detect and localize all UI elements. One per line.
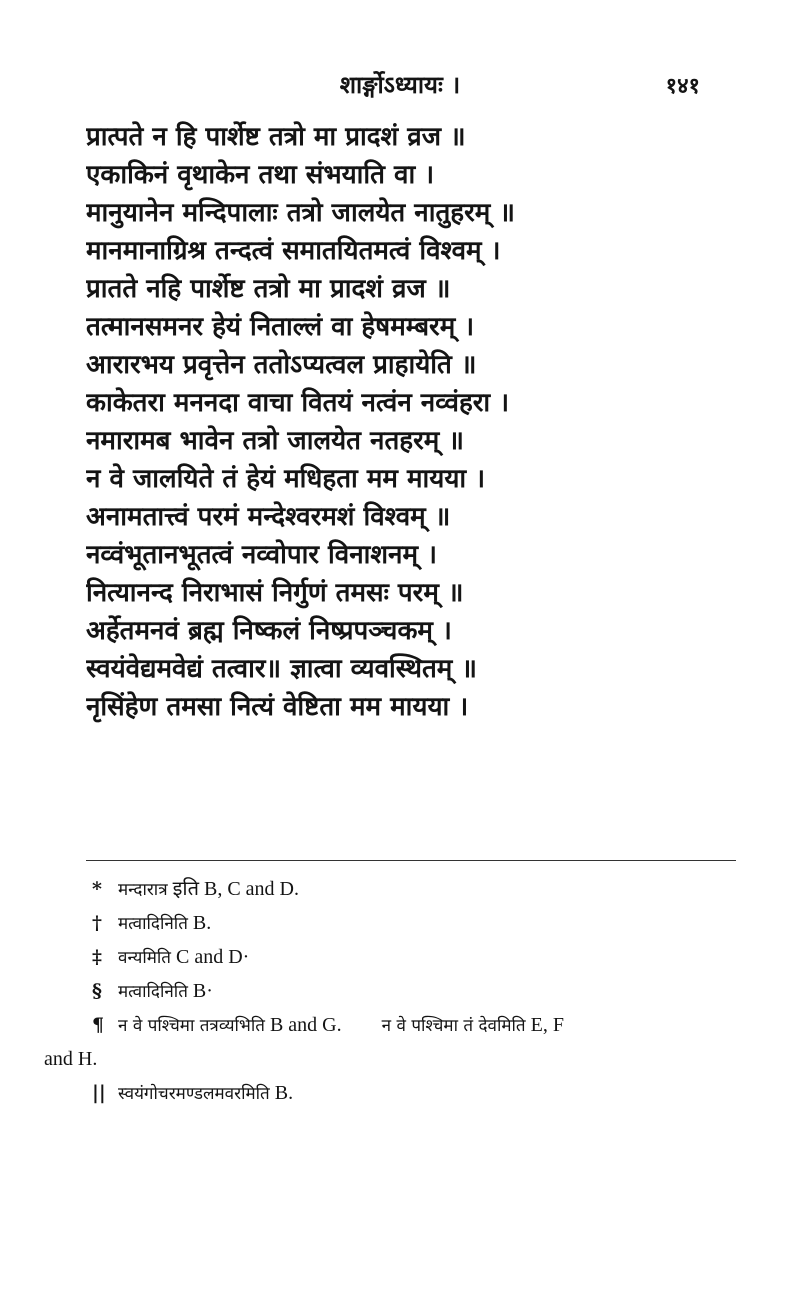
footnote-text: स्वयंगोचरमण्डलमवरमिति (118, 1084, 270, 1104)
footnote-text: न वे पश्चिमा तं देवमिति (381, 1016, 526, 1036)
footnote (92, 940, 782, 974)
footnote-mark: † (92, 912, 102, 934)
footnote-divider (86, 860, 736, 861)
verse-line: मानुयानेन मन्दिपालाः तत्रो जालयेत नातुहरम् ॥ (86, 198, 515, 228)
verse-line: अर्हेतमनवं ब्रह्म निष्कलं निष्प्रपञ्चकम् । (86, 616, 452, 646)
verse-line: नव्वंभूतानभूतत्वं नव्वोपार विनाशनम् । (86, 540, 437, 570)
footnote-text: B. (187, 912, 212, 934)
verse-line: प्रातते नहि पार्शेष्ट तत्रो मा प्रादशं व्रज ॥ (86, 274, 451, 304)
footnote-text: वन्यमिति (118, 948, 171, 968)
footnotes (44, 872, 782, 1110)
footnote (92, 974, 782, 1008)
footnote-text: इति B, C and D. (167, 878, 299, 900)
verse-line: काकेतरा मननदा वाचा वितयं नत्वंन नव्वंहरा । (86, 388, 510, 418)
footnote-text: E, F (525, 1014, 564, 1036)
running-title: शार्ङ्गोऽध्यायः । (339, 70, 461, 99)
footnote (92, 1076, 782, 1110)
footnote-text: B· (187, 980, 213, 1002)
verse-line: नृसिंहेण तमसा नित्यं वेष्टिता मम मायया । (86, 692, 469, 722)
verse-line: आरारभय प्रवृत्तेन ततोऽप्यत्वल प्राहायेति ॥ (86, 350, 477, 380)
verse-line: प्रात्पते न हि पार्शेष्ट तत्रो मा प्रादशं व्रज ॥ (86, 122, 466, 152)
verse-line: नित्यानन्द निराभासं निर्गुणं तमसः परम् ॥ (86, 578, 464, 608)
verse-line: नमारामब भावेन तत्रो जालयेत नतहरम् ॥ (86, 426, 464, 456)
footnote (92, 1008, 782, 1042)
verse-line: न वे जालयिते तं हेयं मधिहता मम मायया । (86, 464, 486, 494)
page-header (0, 68, 800, 108)
verse-block (86, 118, 746, 726)
footnote-text: मन्दारात्र (118, 880, 168, 900)
verse-line: अनामतात्त्वं परमं मन्देश्वरमशं विश्वम् ॥ (86, 502, 451, 532)
footnote-mark: || (92, 1082, 106, 1104)
verse-line: मानमानाग्रिश्र तन्दत्वं समातयितमत्वं विश्वम् । (86, 236, 501, 266)
footnote-text: B and G. (264, 1014, 342, 1036)
footnote-mark: * (92, 878, 102, 900)
footnote-text: न वे पश्चिमा तत्रव्यभिति (118, 1016, 265, 1036)
verse-line: तत्मानसमनर हेयं निताल्लं वा हेषमम्बरम् । (86, 312, 475, 342)
page-number: १४१ (665, 73, 700, 99)
footnote-text: C and D· (171, 946, 250, 968)
footnote-mark: ¶ (92, 1014, 105, 1036)
footnote-mark: ‡ (92, 946, 102, 968)
footnote-text: B. (269, 1082, 294, 1104)
verse-line: स्वयंवेद्यमवेद्यं तत्वार॥ ज्ञात्वा व्यवस्थितम् ॥ (86, 654, 477, 684)
footnote-text: मत्वादिनिति (118, 982, 188, 1002)
footnote (92, 906, 782, 940)
footnote-mark: § (92, 980, 102, 1002)
footnote (92, 872, 782, 906)
verse-line: एकाकिनं वृथाकेन तथा संभयाति वा । (86, 160, 435, 190)
footnote-text: मत्वादिनिति (118, 914, 188, 934)
footnote-continuation: and H. (44, 1048, 98, 1070)
